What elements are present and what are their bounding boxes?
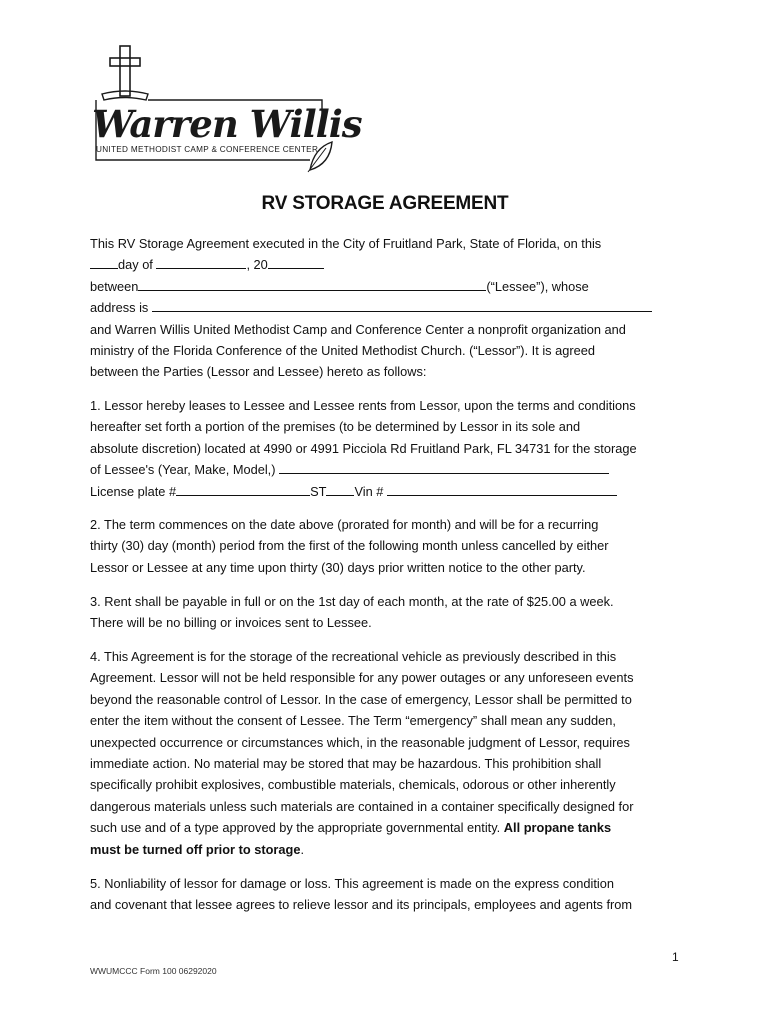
label: such use and of a type approved by the appropriate governmental entity. bbox=[90, 820, 504, 836]
text-line: 1. Lessor hereby leases to Lessee and Lessee rents from Lessor, upon the terms and conditions bbox=[90, 398, 636, 413]
day-field[interactable] bbox=[90, 256, 118, 269]
paragraph-4 bbox=[90, 646, 690, 860]
label: day of bbox=[118, 257, 153, 273]
text-line: thirty (30) day (month) period from the first of the following month unless cancelled by either bbox=[90, 538, 609, 554]
lessee-address-field[interactable] bbox=[152, 299, 652, 312]
label: of Lessee's (Year, Make, Model,) bbox=[90, 462, 276, 478]
text-line: beyond the reasonable control of Lessor. In the case of emergency, Lessor shall be permitted to bbox=[90, 691, 632, 707]
text-line: dangerous materials unless such materials are contained in a container specifically designed for bbox=[90, 798, 634, 814]
text-line: between the Parties (Lessor and Lessee) hereto as follows: bbox=[90, 364, 427, 380]
text-line bbox=[90, 276, 690, 297]
text-line bbox=[90, 297, 690, 318]
text-line: Lessor or Lessee at any time upon thirty (30) days prior written notice to the other party. bbox=[90, 559, 586, 575]
month-field[interactable] bbox=[156, 256, 246, 269]
label: (“Lessee”), whose bbox=[486, 278, 589, 294]
text-line: and covenant that lessee agrees to relieve lessor and its principals, employees and agents from bbox=[90, 897, 633, 913]
text-line: specifically prohibit explosives, combustible materials, chemicals, odorous or other inherently bbox=[90, 777, 616, 793]
vehicle-description-field[interactable] bbox=[279, 461, 609, 474]
page-number: 1 bbox=[672, 950, 679, 964]
label: License plate # bbox=[90, 483, 177, 499]
text-line: absolute discretion) located at 4990 or 4991 Picciola Rd Fruitland Park, FL 34731 for the storage bbox=[90, 440, 637, 456]
text-line: There will be no billing or invoices sent to Lessee. bbox=[90, 615, 372, 631]
text-line: 2. The term commences on the date above (prorated for month) and will be for a recurring bbox=[90, 517, 599, 532]
text-line: enter the item without the consent of Lessee. The Term “emergency” shall mean any sudden, bbox=[90, 713, 616, 729]
text-line: Agreement. Lessor will not be held responsible for any power outages or any unforeseen events bbox=[90, 670, 634, 686]
label: address is bbox=[90, 300, 149, 316]
text-line: hereafter set forth a portion of the premises (to be determined by Lessor in its sole and bbox=[90, 419, 581, 435]
document-title: RV STORAGE AGREEMENT bbox=[261, 193, 509, 214]
text-line: 5. Nonliability of lessor for damage or loss. This agreement is made on the express condition bbox=[90, 876, 614, 891]
intro-paragraph bbox=[90, 233, 690, 383]
lessee-name-field[interactable] bbox=[138, 278, 486, 291]
logo-subtitle: UNITED METHODIST CAMP & CONFERENCE CENTER bbox=[96, 145, 319, 154]
label: . bbox=[300, 841, 305, 857]
text-line: immediate action. No material may be stored that may be hazardous. This prohibition shall bbox=[90, 755, 602, 771]
propane-warning: must be turned off prior to storage bbox=[90, 841, 301, 857]
text-line: and Warren Willis United Methodist Camp and Conference Center a nonprofit organization and bbox=[90, 321, 626, 337]
propane-warning: All propane tanks bbox=[503, 820, 612, 836]
text-line bbox=[90, 839, 690, 860]
license-plate-field[interactable] bbox=[176, 483, 310, 496]
text-line bbox=[90, 459, 690, 480]
state-field[interactable] bbox=[326, 483, 354, 496]
text-line bbox=[90, 481, 690, 502]
text-line bbox=[90, 817, 690, 838]
form-footer: WWUMCCC Form 100 06292020 bbox=[90, 966, 217, 976]
paragraph-3 bbox=[90, 591, 690, 634]
paragraph-5 bbox=[90, 873, 690, 916]
label: between bbox=[90, 278, 139, 294]
warren-willis-logo bbox=[88, 44, 362, 174]
vin-field[interactable] bbox=[387, 483, 617, 496]
paragraph-1 bbox=[90, 395, 690, 502]
text-line: ministry of the Florida Conference of the United Methodist Church. (“Lessor”). It is agreed bbox=[90, 342, 595, 358]
year-field[interactable] bbox=[268, 256, 324, 269]
label: Vin # bbox=[354, 483, 384, 499]
text-line: 4. This Agreement is for the storage of the recreational vehicle as previously described in this bbox=[90, 649, 617, 664]
logo-wordmark: Warren Willis bbox=[92, 102, 362, 146]
text-line bbox=[90, 254, 690, 275]
label: , 20 bbox=[246, 257, 268, 273]
text-line: unexpected occurrence or circumstances which, in the reasonable judgment of Lessor, requires bbox=[90, 734, 630, 750]
paragraph-2 bbox=[90, 514, 690, 578]
text-line: 3. Rent shall be payable in full or on the 1st day of each month, at the rate of $25.00 a week. bbox=[90, 594, 614, 609]
label: ST bbox=[310, 483, 327, 499]
text-line: This RV Storage Agreement executed in the City of Fruitland Park, State of Florida, on this bbox=[90, 236, 602, 251]
